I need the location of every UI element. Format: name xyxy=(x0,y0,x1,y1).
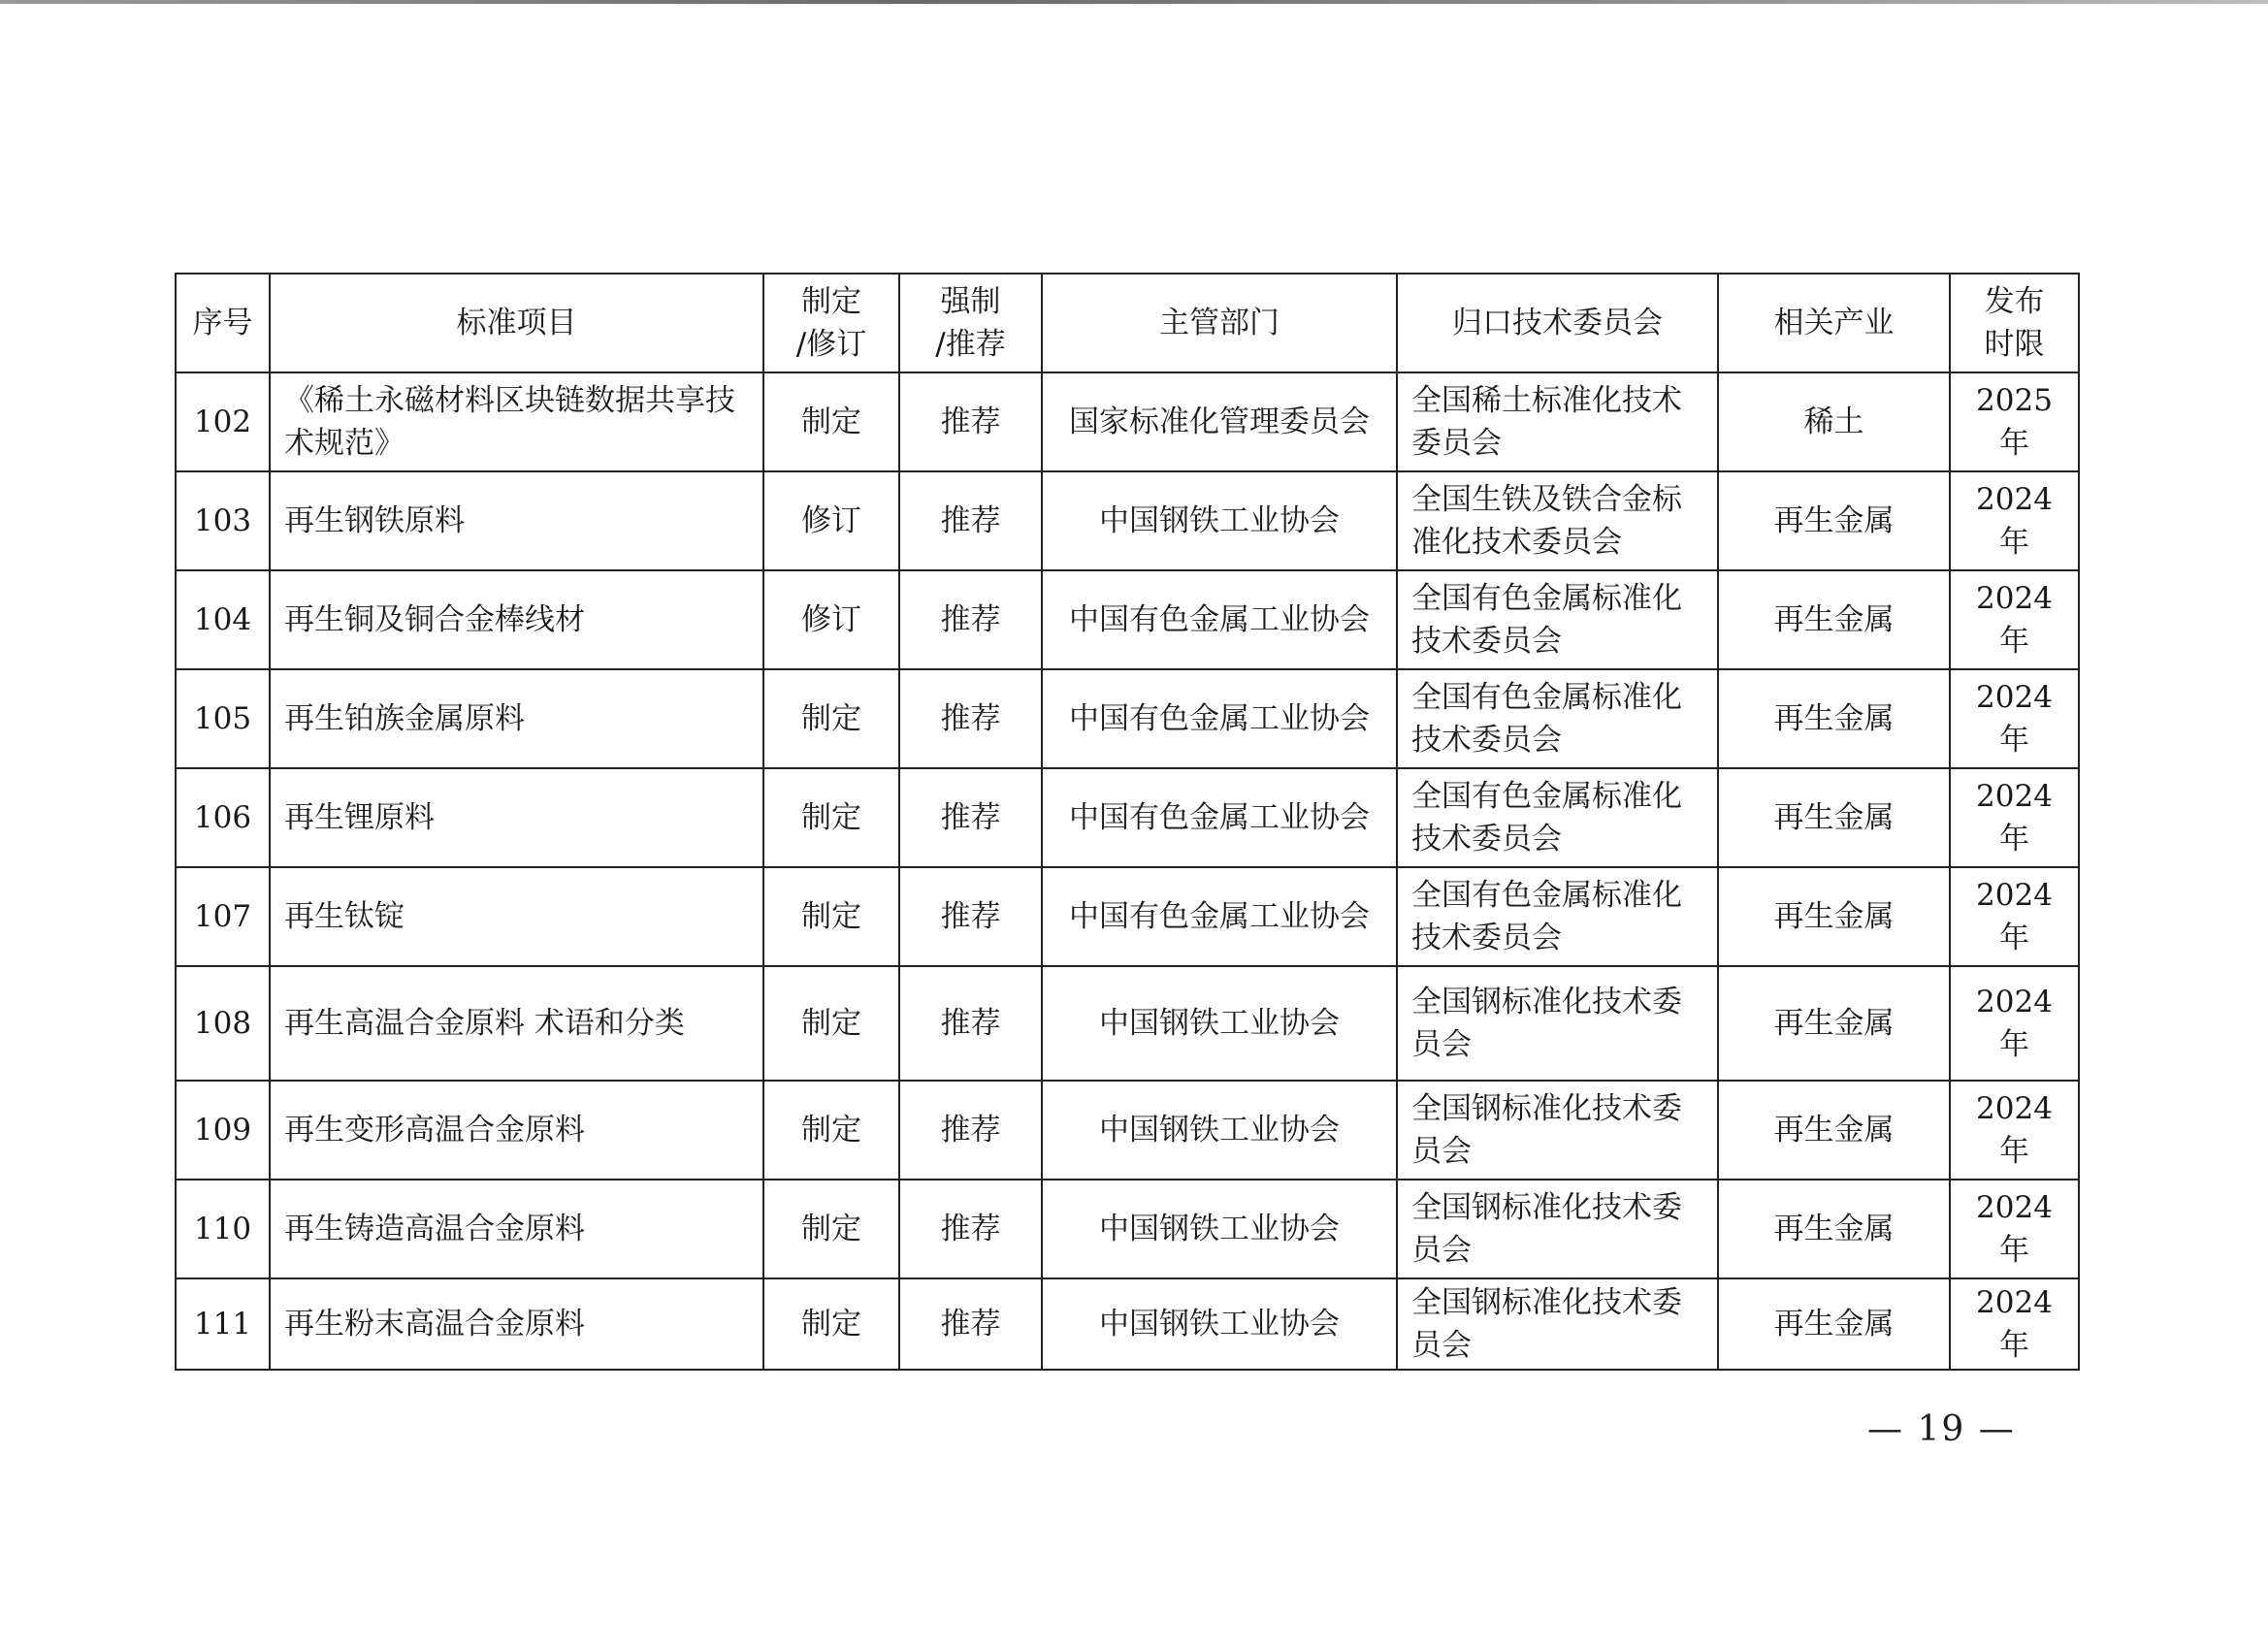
cell-nature: 推荐 xyxy=(899,669,1042,768)
cell-standard-item: 再生钢铁原料 xyxy=(270,471,763,570)
cell-type: 制定 xyxy=(763,1081,899,1180)
table-row xyxy=(176,372,2079,471)
cell-nature: 推荐 xyxy=(899,570,1042,669)
header-standard-item: 标准项目 xyxy=(270,274,763,372)
cell-committee: 全国钢标准化技术委员会 xyxy=(1397,1180,1718,1278)
cell-department: 国家标准化管理委员会 xyxy=(1042,372,1397,471)
table-row xyxy=(176,1081,2079,1180)
cell-nature: 推荐 xyxy=(899,1081,1042,1180)
cell-deadline: 2024年 xyxy=(1950,570,2079,669)
cell-industry: 再生金属 xyxy=(1718,768,1950,867)
cell-industry: 再生金属 xyxy=(1718,1081,1950,1180)
cell-department: 中国有色金属工业协会 xyxy=(1042,669,1397,768)
cell-deadline: 2024年 xyxy=(1950,867,2079,966)
header-type: 制定 /修订 xyxy=(763,274,899,372)
cell-department: 中国有色金属工业协会 xyxy=(1042,867,1397,966)
cell-type: 修订 xyxy=(763,471,899,570)
table-row xyxy=(176,966,2079,1081)
cell-nature: 推荐 xyxy=(899,768,1042,867)
cell-standard-item: 再生粉末高温合金原料 xyxy=(270,1278,763,1370)
table-row xyxy=(176,867,2079,966)
cell-standard-item: 再生钛锭 xyxy=(270,867,763,966)
cell-department: 中国有色金属工业协会 xyxy=(1042,570,1397,669)
scan-edge xyxy=(0,0,2268,4)
cell-nature: 推荐 xyxy=(899,966,1042,1081)
header-committee: 归口技术委员会 xyxy=(1397,274,1718,372)
cell-department: 中国钢铁工业协会 xyxy=(1042,1278,1397,1370)
cell-department: 中国钢铁工业协会 xyxy=(1042,1180,1397,1278)
cell-department: 中国有色金属工业协会 xyxy=(1042,768,1397,867)
cell-committee: 全国生铁及铁合金标准化技术委员会 xyxy=(1397,471,1718,570)
header-industry: 相关产业 xyxy=(1718,274,1950,372)
cell-industry: 再生金属 xyxy=(1718,966,1950,1081)
cell-serial: 109 xyxy=(176,1081,270,1180)
cell-committee: 全国钢标准化技术委员会 xyxy=(1397,966,1718,1081)
table-row xyxy=(176,669,2079,768)
cell-deadline: 2024年 xyxy=(1950,669,2079,768)
cell-committee: 全国有色金属标准化技术委员会 xyxy=(1397,669,1718,768)
cell-nature: 推荐 xyxy=(899,867,1042,966)
cell-standard-item: 再生高温合金原料 术语和分类 xyxy=(270,966,763,1081)
cell-nature: 推荐 xyxy=(899,372,1042,471)
table-header-row xyxy=(176,274,2079,372)
table-row xyxy=(176,570,2079,669)
cell-deadline: 2024年 xyxy=(1950,768,2079,867)
table-row xyxy=(176,471,2079,570)
table-row xyxy=(176,1278,2079,1370)
cell-deadline: 2024年 xyxy=(1950,471,2079,570)
cell-nature: 推荐 xyxy=(899,471,1042,570)
cell-industry: 再生金属 xyxy=(1718,1278,1950,1370)
cell-deadline: 2025年 xyxy=(1950,372,2079,471)
cell-serial: 110 xyxy=(176,1180,270,1278)
header-serial: 序号 xyxy=(176,274,270,372)
cell-industry: 再生金属 xyxy=(1718,669,1950,768)
cell-type: 制定 xyxy=(763,669,899,768)
cell-nature: 推荐 xyxy=(899,1278,1042,1370)
table-row xyxy=(176,768,2079,867)
cell-industry: 再生金属 xyxy=(1718,867,1950,966)
header-department: 主管部门 xyxy=(1042,274,1397,372)
header-deadline: 发布 时限 xyxy=(1950,274,2079,372)
cell-committee: 全国钢标准化技术委员会 xyxy=(1397,1278,1718,1370)
cell-standard-item: 再生铜及铜合金棒线材 xyxy=(270,570,763,669)
cell-type: 制定 xyxy=(763,867,899,966)
cell-serial: 107 xyxy=(176,867,270,966)
cell-serial: 111 xyxy=(176,1278,270,1370)
cell-deadline: 2024年 xyxy=(1950,1278,2079,1370)
cell-type: 制定 xyxy=(763,966,899,1081)
cell-committee: 全国有色金属标准化技术委员会 xyxy=(1397,570,1718,669)
cell-type: 制定 xyxy=(763,768,899,867)
cell-deadline: 2024年 xyxy=(1950,966,2079,1081)
cell-industry: 再生金属 xyxy=(1718,570,1950,669)
cell-serial: 104 xyxy=(176,570,270,669)
cell-committee: 全国有色金属标准化技术委员会 xyxy=(1397,768,1718,867)
cell-type: 制定 xyxy=(763,372,899,471)
cell-type: 制定 xyxy=(763,1278,899,1370)
page-number: — 19 — xyxy=(1867,1409,2016,1449)
cell-serial: 106 xyxy=(176,768,270,867)
cell-department: 中国钢铁工业协会 xyxy=(1042,966,1397,1081)
cell-standard-item: 再生铂族金属原料 xyxy=(270,669,763,768)
header-nature: 强制 /推荐 xyxy=(899,274,1042,372)
cell-industry: 再生金属 xyxy=(1718,1180,1950,1278)
cell-deadline: 2024年 xyxy=(1950,1180,2079,1278)
cell-type: 制定 xyxy=(763,1180,899,1278)
cell-standard-item: 《稀土永磁材料区块链数据共享技术规范》 xyxy=(270,372,763,471)
cell-serial: 105 xyxy=(176,669,270,768)
cell-standard-item: 再生锂原料 xyxy=(270,768,763,867)
cell-serial: 108 xyxy=(176,966,270,1081)
cell-committee: 全国稀土标准化技术委员会 xyxy=(1397,372,1718,471)
cell-nature: 推荐 xyxy=(899,1180,1042,1278)
cell-committee: 全国有色金属标准化技术委员会 xyxy=(1397,867,1718,966)
cell-serial: 102 xyxy=(176,372,270,471)
cell-serial: 103 xyxy=(176,471,270,570)
cell-industry: 再生金属 xyxy=(1718,471,1950,570)
cell-standard-item: 再生变形高温合金原料 xyxy=(270,1081,763,1180)
cell-department: 中国钢铁工业协会 xyxy=(1042,1081,1397,1180)
cell-deadline: 2024年 xyxy=(1950,1081,2079,1180)
cell-committee: 全国钢标准化技术委员会 xyxy=(1397,1081,1718,1180)
cell-industry: 稀土 xyxy=(1718,372,1950,471)
cell-type: 修订 xyxy=(763,570,899,669)
cell-standard-item: 再生铸造高温合金原料 xyxy=(270,1180,763,1278)
cell-department: 中国钢铁工业协会 xyxy=(1042,471,1397,570)
table-row xyxy=(176,1180,2079,1278)
standards-table xyxy=(175,273,2080,1371)
